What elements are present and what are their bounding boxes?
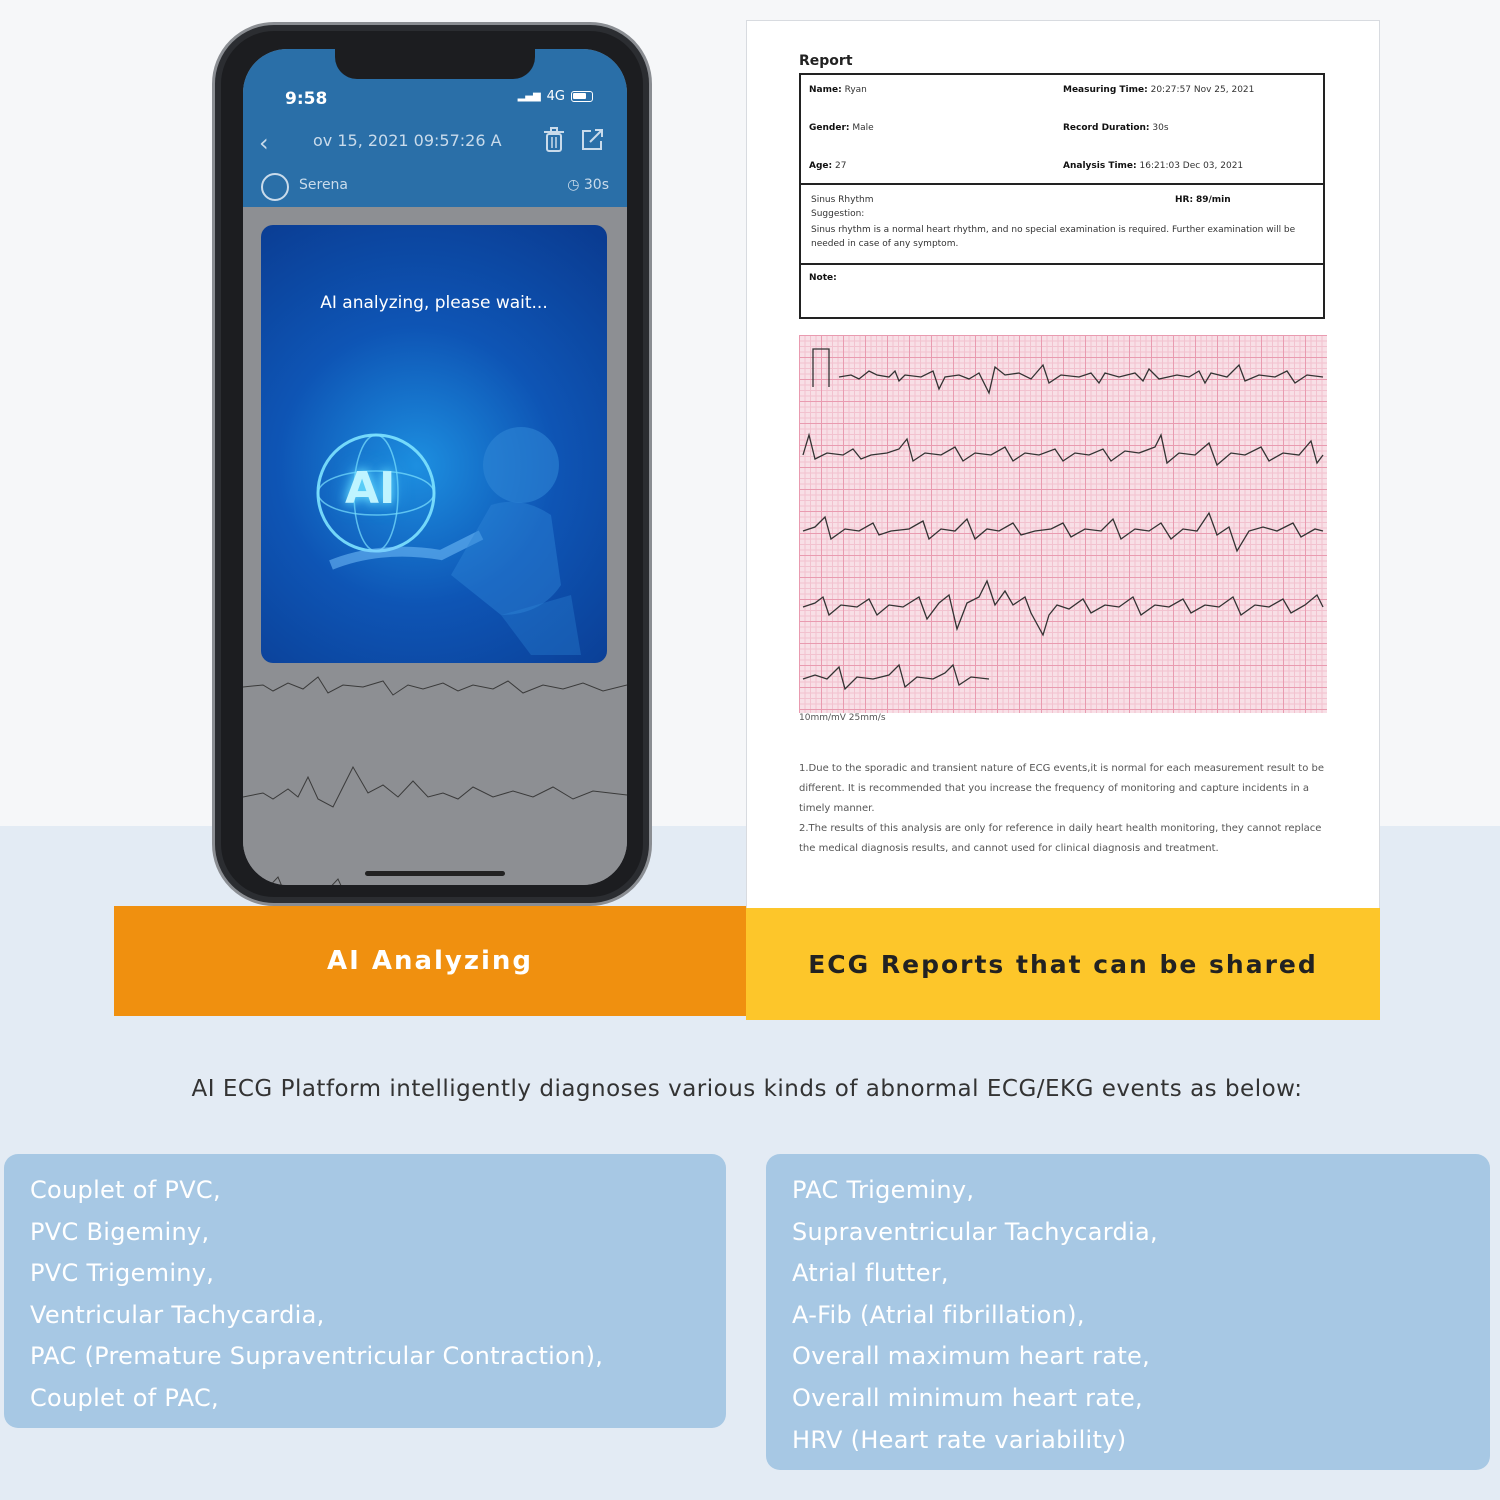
record-duration-field xyxy=(1063,123,1169,133)
ai-analyzing-banner: AI Analyzing xyxy=(114,906,746,1016)
paper-trace-4 xyxy=(803,581,1323,635)
list-item: PAC (Premature Supraventricular Contraction), xyxy=(30,1342,604,1371)
record-duration xyxy=(567,177,609,193)
list-item: Atrial flutter, xyxy=(792,1259,949,1288)
ecg-reports-banner: ECG Reports that can be shared xyxy=(746,908,1380,1020)
ecg-trace-3 xyxy=(243,847,627,885)
name-value: Ryan xyxy=(844,85,867,95)
home-indicator xyxy=(365,871,505,876)
disclaimer-note-2: 2.The results of this analysis are only for reference in daily heart health monitoring, they cannot replace the medical diagnosis results, and cannot used for clinical diagnosis and treatment. xyxy=(799,823,1322,854)
ecg-paper-strip xyxy=(799,335,1327,713)
list-item: PVC Bigeminy, xyxy=(30,1217,210,1246)
record-duration-value: 30s xyxy=(583,177,609,193)
phone-screen xyxy=(243,49,627,885)
phone-notch xyxy=(335,49,535,79)
list-item: PVC Trigeminy, xyxy=(30,1259,215,1288)
ecg-report xyxy=(746,20,1380,912)
back-icon[interactable]: ‹ xyxy=(259,129,269,157)
note-label-text: Note: xyxy=(809,273,837,283)
events-list-right xyxy=(766,1154,1490,1470)
ecg-paper-traces xyxy=(799,335,1327,713)
paper-trace-1 xyxy=(839,365,1323,393)
list-item: Couplet of PVC, xyxy=(30,1176,221,1204)
paper-trace-5 xyxy=(803,665,989,689)
intro-text: AI ECG Platform intelligently diagnoses various kinds of abnormal ECG/EKG events as below: xyxy=(191,1076,1303,1102)
ai-analyzing-modal xyxy=(261,225,607,663)
status-network xyxy=(518,89,593,104)
report-title: Report xyxy=(799,53,853,69)
network-label: 4G xyxy=(546,89,565,104)
battery-icon xyxy=(571,91,593,102)
trash-icon[interactable] xyxy=(543,127,565,153)
paper-trace-3 xyxy=(803,513,1323,551)
suggestion-label: Suggestion: xyxy=(811,209,865,219)
list-item: Supraventricular Tachycardia, xyxy=(792,1217,1158,1246)
analysis-time-label: Analysis Time: xyxy=(1063,161,1137,171)
report-disclaimer xyxy=(799,759,1325,859)
analysis-time-field xyxy=(1063,161,1243,171)
record-datetime: ov 15, 2021 09:57:26 A xyxy=(313,131,502,150)
paper-trace-2 xyxy=(803,435,1323,465)
record-duration-value: 30s xyxy=(1152,123,1169,133)
list-item: HRV (Heart rate variability) xyxy=(792,1425,1127,1454)
ai-wait-message: AI analyzing, please wait... xyxy=(320,293,548,313)
age-value: 27 xyxy=(835,161,847,171)
gender-value: Male xyxy=(852,123,874,133)
share-icon[interactable] xyxy=(579,127,605,153)
signal-icon: ▂▄▆ xyxy=(517,91,541,102)
heart-rate-value: 89/min xyxy=(1195,195,1231,205)
age-field xyxy=(809,161,846,171)
user-icon xyxy=(261,173,289,201)
gender-label: Gender: xyxy=(809,123,850,133)
name-label: Name: xyxy=(809,85,842,95)
list-item: A-Fib (Atrial fibrillation), xyxy=(792,1300,1085,1329)
record-duration-label: Record Duration: xyxy=(1063,123,1150,133)
list-item: Ventricular Tachycardia, xyxy=(30,1300,325,1329)
events-list-left xyxy=(4,1154,726,1428)
status-time: 9:58 xyxy=(285,89,328,109)
diagnosis-section xyxy=(801,185,1323,265)
disclaimer-note-1: 1.Due to the sporadic and transient nature of ECG events,it is normal for each measurement result to be different. It is recommended that you increase the frequency of monitoring and capture incidents in a timely manner. xyxy=(799,763,1324,814)
clock-icon: ◷ xyxy=(567,177,584,193)
user-name: Serena xyxy=(299,177,349,193)
list-item: Couplet of PAC, xyxy=(30,1383,219,1412)
rhythm-result: Sinus Rhythm xyxy=(811,195,874,205)
list-item: Overall minimum heart rate, xyxy=(792,1383,1143,1412)
suggestion-text: Sinus rhythm is a normal heart rhythm, and no special examination is required. Further examination will be needed in case of any symptom. xyxy=(811,225,1296,249)
heart-rate-label: HR: xyxy=(1175,195,1194,205)
ai-logo: AI xyxy=(345,463,396,514)
patient-section xyxy=(801,75,1323,185)
gender-field xyxy=(809,123,874,133)
list-item: Overall maximum heart rate, xyxy=(792,1342,1151,1371)
name-field xyxy=(809,85,867,95)
measuring-time-label: Measuring Time: xyxy=(1063,85,1148,95)
calibration-pulse xyxy=(813,349,829,387)
ai-robot-illustration xyxy=(301,415,601,655)
age-label: Age: xyxy=(809,161,833,171)
note-label xyxy=(809,273,837,283)
measuring-time-field xyxy=(1063,85,1254,95)
report-info-box xyxy=(799,73,1325,319)
list-item: PAC Trigeminy, xyxy=(792,1176,975,1204)
phone-mockup xyxy=(212,22,652,906)
analysis-time-value: 16:21:03 Dec 03, 2021 xyxy=(1139,161,1244,171)
ecg-trace-2 xyxy=(243,747,627,827)
measuring-time-value: 20:27:57 Nov 25, 2021 xyxy=(1150,85,1255,95)
heart-rate-field xyxy=(1175,195,1231,205)
paper-scale-label: 10mm/mV 25mm/s xyxy=(799,713,886,723)
